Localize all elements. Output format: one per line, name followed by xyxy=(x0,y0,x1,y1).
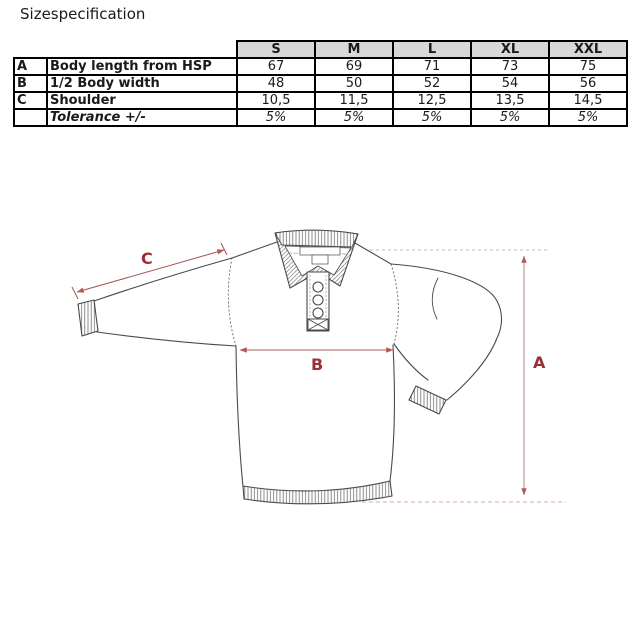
col-header-l: L xyxy=(393,41,471,58)
cell-value: 5% xyxy=(237,109,315,126)
cell-value: 11,5 xyxy=(315,92,393,109)
right-shoulder-seam xyxy=(355,243,391,264)
cell-value: 50 xyxy=(315,75,393,92)
cell-value: 5% xyxy=(471,109,549,126)
collar-stand-band xyxy=(275,230,358,247)
left-sleeve-top-edge xyxy=(94,258,232,301)
cell-value: 5% xyxy=(315,109,393,126)
left-sleeve-bottom-edge xyxy=(97,332,236,346)
neck-size-label xyxy=(312,255,328,264)
button xyxy=(313,282,323,292)
hem-rib xyxy=(243,481,392,504)
row-code: A xyxy=(14,58,47,75)
cell-value: 67 xyxy=(237,58,315,75)
cell-value: 5% xyxy=(549,109,627,126)
row-label: 1/2 Body width xyxy=(47,75,237,92)
row-label: Tolerance +/- xyxy=(47,109,237,126)
cell-value: 10,5 xyxy=(237,92,315,109)
right-sleeve-outer-edge xyxy=(391,264,502,400)
right-cuff-rib xyxy=(409,386,446,414)
back-neck-tape xyxy=(300,247,340,255)
col-header-xl: XL xyxy=(471,41,549,58)
left-armhole-seam xyxy=(228,258,236,346)
row-label: Shoulder xyxy=(47,92,237,109)
cell-value: 73 xyxy=(471,58,549,75)
right-armhole-seam xyxy=(391,264,398,344)
cell-value: 14,5 xyxy=(549,92,627,109)
cell-value: 13,5 xyxy=(471,92,549,109)
cell-value: 75 xyxy=(549,58,627,75)
cell-value: 71 xyxy=(393,58,471,75)
cell-value: 48 xyxy=(237,75,315,92)
polo-shirt-sketch xyxy=(78,230,502,504)
page-title: Sizespecification xyxy=(20,5,146,23)
cell-value: 69 xyxy=(315,58,393,75)
row-code: B xyxy=(14,75,47,92)
dimension-label-B: B xyxy=(311,355,324,374)
cell-value: 54 xyxy=(471,75,549,92)
button xyxy=(313,308,323,318)
right-sleeve-inner-edge xyxy=(394,344,428,380)
dimension-label-C: C xyxy=(141,249,153,268)
row-code: C xyxy=(14,92,47,109)
cell-value: 52 xyxy=(393,75,471,92)
elbow-fold-line xyxy=(432,278,438,319)
row-label: Body length from HSP xyxy=(47,58,237,75)
col-header-s: S xyxy=(237,41,315,58)
cell-value: 12,5 xyxy=(393,92,471,109)
body-right-edge xyxy=(390,345,394,481)
body-left-edge xyxy=(236,346,243,487)
left-shoulder-seam xyxy=(232,242,277,258)
cell-value: 5% xyxy=(393,109,471,126)
col-header-m: M xyxy=(315,41,393,58)
cell-value: 56 xyxy=(549,75,627,92)
button xyxy=(313,295,323,305)
left-cuff-rib xyxy=(78,300,98,336)
col-header-xxl: XXL xyxy=(549,41,627,58)
dimension-label-A: A xyxy=(533,353,546,372)
